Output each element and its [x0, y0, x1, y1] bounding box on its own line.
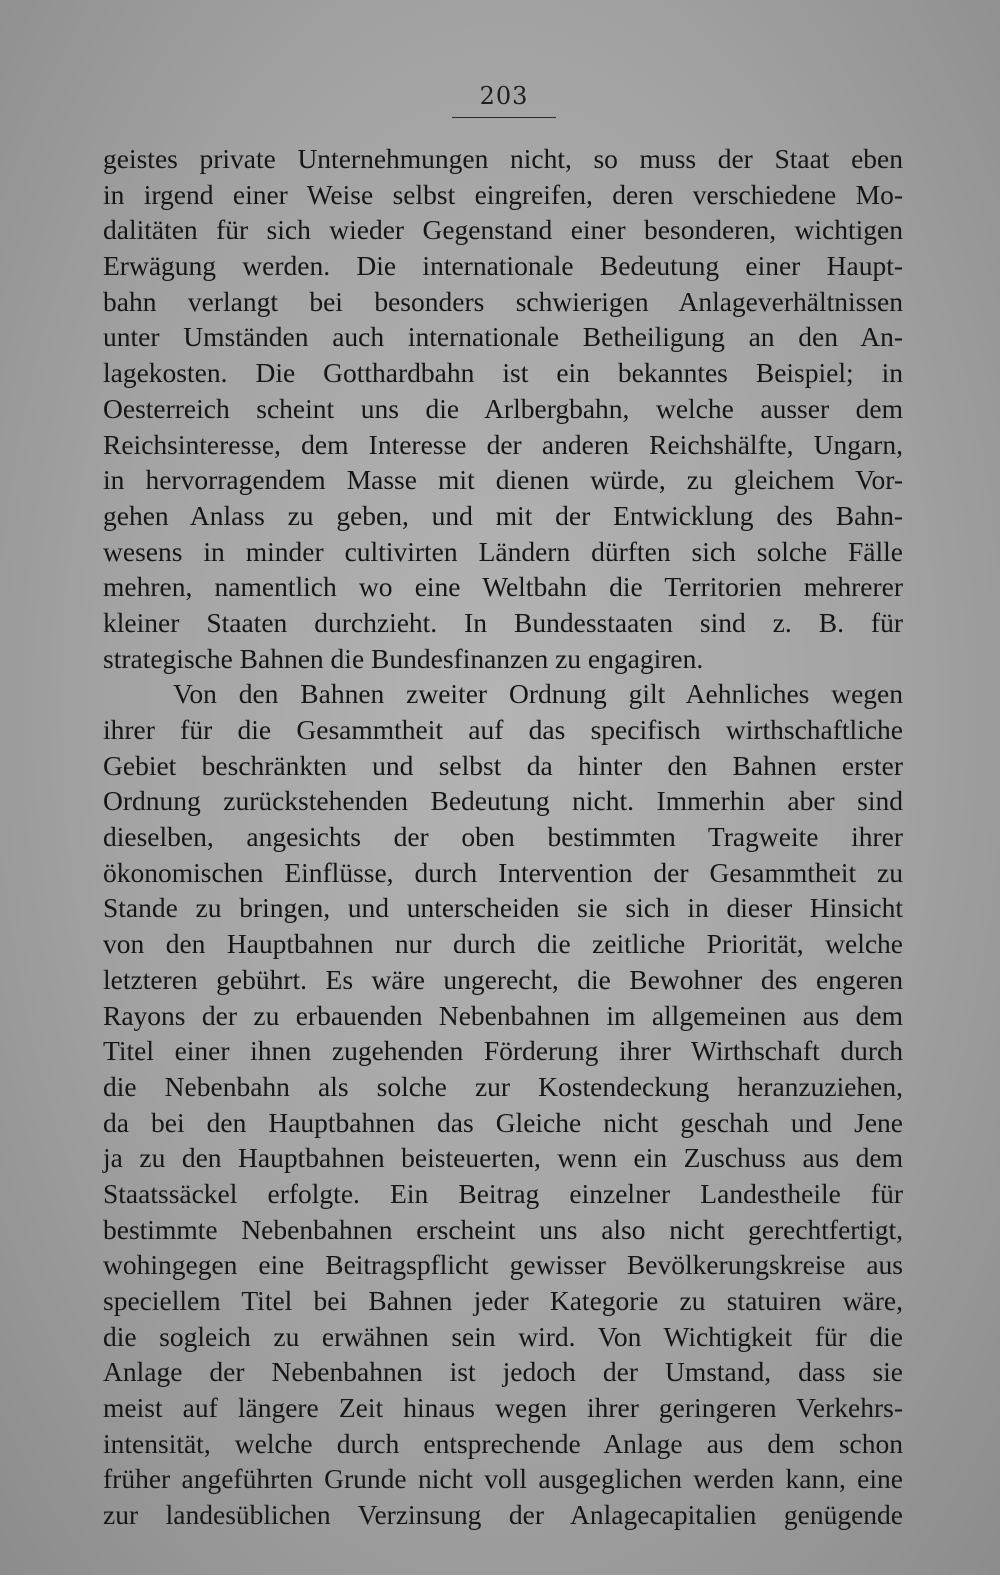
header-rule [452, 117, 556, 118]
text-line: Gebiet beschränkten und selbst da hinter den Bahnen erster [103, 749, 903, 781]
text-line: intensität, welche durch entsprechende Anlage aus dem schon [103, 1427, 903, 1459]
text-line: bahn verlangt bei besonders schwierigen Anlageverhältnissen [103, 285, 903, 317]
text-line: Erwägung werden. Die internationale Bedeutung einer Haupt- [103, 250, 903, 282]
text-line: Ordnung zurückstehenden Bedeutung nicht. Immerhin aber sind [103, 785, 903, 817]
text-line: bestimmte Nebenbahnen erscheint uns also nicht gerechtfertigt, [103, 1213, 903, 1245]
text-line: Rayons der zu erbauenden Nebenbahnen im allgemeinen aus dem [103, 999, 903, 1031]
text-line: die Nebenbahn als solche zur Kostendeckung heranzuziehen, [103, 1070, 903, 1102]
text-line: Reichsinteresse, dem Interesse der anderen Reichshälfte, Ungarn, [103, 428, 903, 460]
text-line: die sogleich zu erwähnen sein wird. Von Wichtigkeit für die [103, 1320, 903, 1352]
body-text [103, 141, 903, 1533]
text-line: in irgend einer Weise selbst eingreifen, deren verschiedene Mo- [103, 178, 903, 210]
text-line: früher angeführten Grunde nicht voll ausgeglichen werden kann, eine [103, 1463, 903, 1495]
text-line: von den Hauptbahnen nur durch die zeitliche Priorität, welche [103, 928, 903, 960]
text-line: Stande zu bringen, und unterscheiden sie sich in dieser Hinsicht [103, 892, 903, 924]
paragraph-first-line: Von den Bahnen zweiter Ordnung gilt Aehnliches wegen [173, 678, 903, 710]
text-line: kleiner Staaten durchzieht. In Bundesstaaten sind z. B. für [103, 606, 903, 638]
page-number: 203 [479, 82, 529, 110]
text-line: in hervorragendem Masse mit dienen würde, zu gleichem Vor- [103, 464, 903, 496]
text-line: zur landesüblichen Verzinsung der Anlagecapitalien genügende [103, 1499, 903, 1531]
text-line: Staatssäckel erfolgte. Ein Beitrag einzelner Landestheile für [103, 1177, 903, 1209]
text-line: lagekosten. Die Gotthardbahn ist ein bekanntes Beispiel; in [103, 357, 903, 389]
text-line: speciellem Titel bei Bahnen jeder Kategorie zu statuiren wäre, [103, 1285, 903, 1316]
text-line: dieselben, angesichts der oben bestimmten Tragweite ihrer [103, 821, 903, 853]
text-line: da bei den Hauptbahnen das Gleiche nicht geschah und Jene [103, 1106, 903, 1138]
text-line: Oesterreich scheint uns die Arlbergbahn, welche ausser dem [103, 392, 903, 424]
text-line: letzteren gebührt. Es wäre ungerecht, die Bewohner des engeren [103, 963, 903, 995]
text-line: Titel einer ihnen zugehenden Förderung ihrer Wirthschaft durch [103, 1035, 903, 1067]
text-line: gehen Anlass zu geben, und mit der Entwicklung des Bahn- [103, 499, 903, 531]
text-line: ja zu den Hauptbahnen beisteuerten, wenn ein Zuschuss aus dem [103, 1142, 903, 1174]
text-line: meist auf längere Zeit hinaus wegen ihrer geringeren Verkehrs- [103, 1392, 903, 1424]
text-line: dalitäten für sich wieder Gegenstand einer besonderen, wichtigen [103, 214, 903, 246]
text-line: geistes private Unternehmungen nicht, so muss der Staat eben [103, 143, 903, 174]
text-line: wesens in minder cultivirten Ländern dürften sich solche Fälle [103, 535, 903, 567]
text-line: Anlage der Nebenbahnen ist jedoch der Umstand, dass sie [103, 1356, 903, 1388]
text-line: mehren, namentlich wo eine Weltbahn die Territorien mehrerer [103, 571, 903, 603]
text-line: unter Umständen auch internationale Betheiligung an den An- [103, 321, 903, 353]
paragraph-last-line: strategische Bahnen die Bundesfinanzen zu engagiren. [103, 642, 704, 674]
text-line: wohingegen eine Beitragspflicht gewisser Bevölkerungskreise aus [103, 1249, 903, 1281]
text-line: ihrer für die Gesammtheit auf das specifisch wirthschaftliche [103, 714, 903, 745]
text-line: ökonomischen Einflüsse, durch Intervention der Gesammtheit zu [103, 856, 903, 888]
